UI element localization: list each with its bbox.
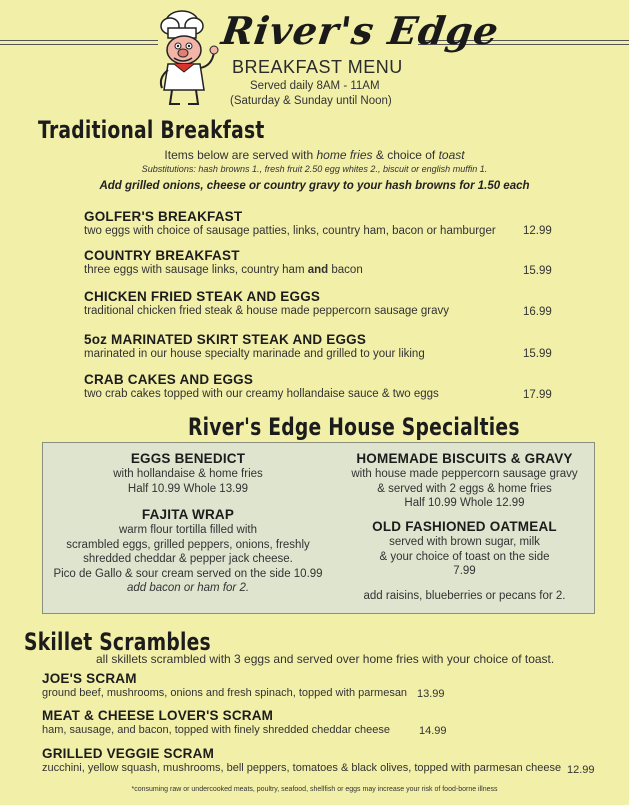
item-price: Half 10.99 Whole 12.99 [404,497,525,509]
traditional-intro: Items below are served with home fries & choice of toast [164,148,465,162]
item-price: Pico de Gallo & sour cream served on the side 10.99 [53,567,323,580]
skillet-item [42,671,582,699]
item-name: GOLFER'S BREAKFAST [84,209,243,224]
item-description: served with brown sugar, milk [389,536,540,548]
food-safety-footnote: *consuming raw or undercooked meats, poultry, seafood, shellfish or eggs may increase your risk of food-borne illness [131,786,498,793]
item-name: CHICKEN FRIED STEAK AND EGGS [84,289,321,304]
item-price: 7.99 [453,565,476,577]
item-price: Half 10.99 Whole 13.99 [127,482,249,495]
menu-item [84,289,554,317]
item-addon: add bacon or ham for 2. [126,582,250,594]
chef-mascot-icon [152,8,230,108]
item-description: two eggs with choice of sausage patties, links, country ham, bacon or hamburger [84,225,496,237]
item-description: two crab cakes topped with our creamy hollandaise sauce & two eggs [84,388,439,400]
skillet-item [42,708,582,736]
house-specialties-heading: River's Edge House Specialties [188,413,520,441]
item-name: FAJITA WRAP [141,507,235,522]
traditional-breakfast-heading: Traditional Breakfast [38,116,265,144]
item-price: 16.99 [523,306,552,318]
item-description: shredded cheddar & pepper jack cheese. [83,553,293,565]
restaurant-name: River's Edge [218,8,503,53]
skillet-item [42,746,582,774]
item-name: JOE'S SCRAM [42,671,137,686]
item-description: with hollandaise & home fries [113,468,263,480]
item-description: & served with 2 eggs & home fries [377,482,552,495]
item-price: 12.99 [523,225,552,237]
item-price: 12.99 [567,764,595,776]
menu-item [84,332,554,360]
menu-item [84,248,554,276]
house-specialties-box [42,442,595,614]
item-name: CRAB CAKES AND EGGS [84,372,254,387]
item-name: EGGS BENEDICT [130,451,246,466]
item-description: ground beef, mushrooms, onions and fresh spinach, topped with parmesan [42,687,408,699]
item-price: 17.99 [523,389,552,401]
item-description: three eggs with sausage links, country ham and bacon [84,264,363,276]
skillet-intro: all skillets scrambled with 3 eggs and served over home fries with your choice of toast. [96,652,555,666]
hash-brown-addon-note: Add grilled onions, cheese or country gravy to your hash browns for 1.50 each [99,180,530,192]
item-price: 13.99 [417,688,445,700]
eggs-benedict-item [43,451,333,496]
item-name: 5oz MARINATED SKIRT STEAK AND EGGS [84,332,367,347]
item-description: traditional chicken fried steak & house made peppercorn sausage gravy [84,305,450,317]
skillet-scrambles-heading: Skillet Scrambles [24,628,211,656]
item-description: scrambled eggs, grilled peppers, onions, freshly [66,538,310,551]
item-name: MEAT & CHEESE LOVER'S SCRAM [42,708,274,723]
item-name: GRILLED VEGGIE SCRAM [42,746,215,761]
item-name: OLD FASHIONED OATMEAL [372,519,557,534]
item-description: with house made peppercorn sausage gravy [351,468,578,480]
menu-title: BREAKFAST MENU [232,57,403,77]
weekend-hours: (Saturday & Sunday until Noon) [230,95,392,107]
fajita-wrap-item [43,507,333,596]
item-description: warm flour tortilla filled with [118,524,258,536]
item-name: HOMEMADE BISCUITS & GRAVY [356,451,573,466]
item-addon: add raisins, blueberries or pecans for 2. [363,589,566,602]
biscuits-gravy-item [333,451,596,511]
menu-item [84,372,554,400]
item-price: 15.99 [523,265,552,277]
substitutions-note: Substitutions: hash browns 1., fresh fruit 2.50 egg whites 2., biscuit or english muffin 1. [141,164,488,175]
oatmeal-item [333,519,596,603]
item-description: & your choice of toast on the side [379,550,550,563]
menu-item [84,209,554,237]
item-description: zucchini, yellow squash, mushrooms, bell peppers, tomatoes & black olives, topped with parmesan cheese [42,762,562,774]
item-description: ham, sausage, and bacon, topped with finely shredded cheddar cheese [42,724,390,736]
header-rule-left [0,40,158,45]
served-hours: Served daily 8AM - 11AM [250,80,380,92]
item-price: 14.99 [419,725,447,737]
item-description: marinated in our house specialty marinade and grilled to your liking [84,348,425,360]
item-price: 15.99 [523,348,552,360]
item-name: COUNTRY BREAKFAST [84,248,240,263]
